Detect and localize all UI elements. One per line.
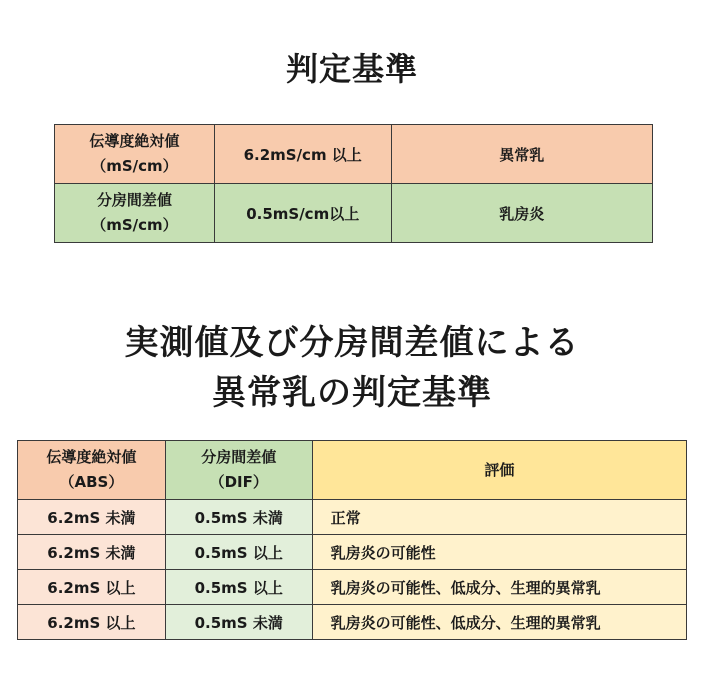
difference-unit: （mS/cm） [91,216,178,234]
cell-eval: 乳房炎の可能性、低成分、生理的異常乳 [312,605,686,640]
cell-abs: 6.2mS 未満 [18,500,166,535]
cell-dif: 0.5mS 以上 [165,535,312,570]
difference-label-cell [55,184,215,243]
cell-dif: 0.5mS 以上 [165,570,312,605]
difference-result: 乳房炎 [391,184,652,243]
evaluation-table [17,440,687,640]
cell-eval: 乳房炎の可能性 [312,535,686,570]
header-abs [18,441,166,500]
table-row [18,535,687,570]
header-dif-label: 分房間差値 [201,448,277,466]
cell-abs: 6.2mS 以上 [18,605,166,640]
difference-threshold: 0.5mS/cm以上 [214,184,391,243]
header-dif-sub: （DIF） [209,473,268,491]
conductivity-label: 伝導度絶対値 [89,132,180,150]
page-title: 判定基準 [285,50,418,88]
criteria-table [54,124,653,243]
cell-dif: 0.5mS 未満 [165,605,312,640]
cell-abs: 6.2mS 以上 [18,570,166,605]
conductivity-label-cell [55,125,215,184]
cell-eval: 乳房炎の可能性、低成分、生理的異常乳 [312,570,686,605]
cell-abs: 6.2mS 未満 [18,535,166,570]
cell-eval: 正常 [312,500,686,535]
section-title-line1: 実測値及び分房間差値による [124,323,580,363]
header-dif [165,441,312,500]
conductivity-threshold: 6.2mS/cm 以上 [214,125,391,184]
header-abs-label: 伝導度絶対値 [46,448,137,466]
table-header-row [18,441,687,500]
cell-dif: 0.5mS 未満 [165,500,312,535]
difference-label: 分房間差値 [96,191,172,209]
header-abs-sub: （ABS） [59,473,124,491]
table-row [55,184,653,243]
table-row [18,570,687,605]
table-row [18,605,687,640]
conductivity-unit: （mS/cm） [91,157,178,175]
section-title [0,318,704,418]
conductivity-result: 異常乳 [391,125,652,184]
header-eval: 評価 [312,441,686,500]
table-row [55,125,653,184]
table-row [18,500,687,535]
section-title-line2: 異常乳の判定基準 [212,373,492,413]
